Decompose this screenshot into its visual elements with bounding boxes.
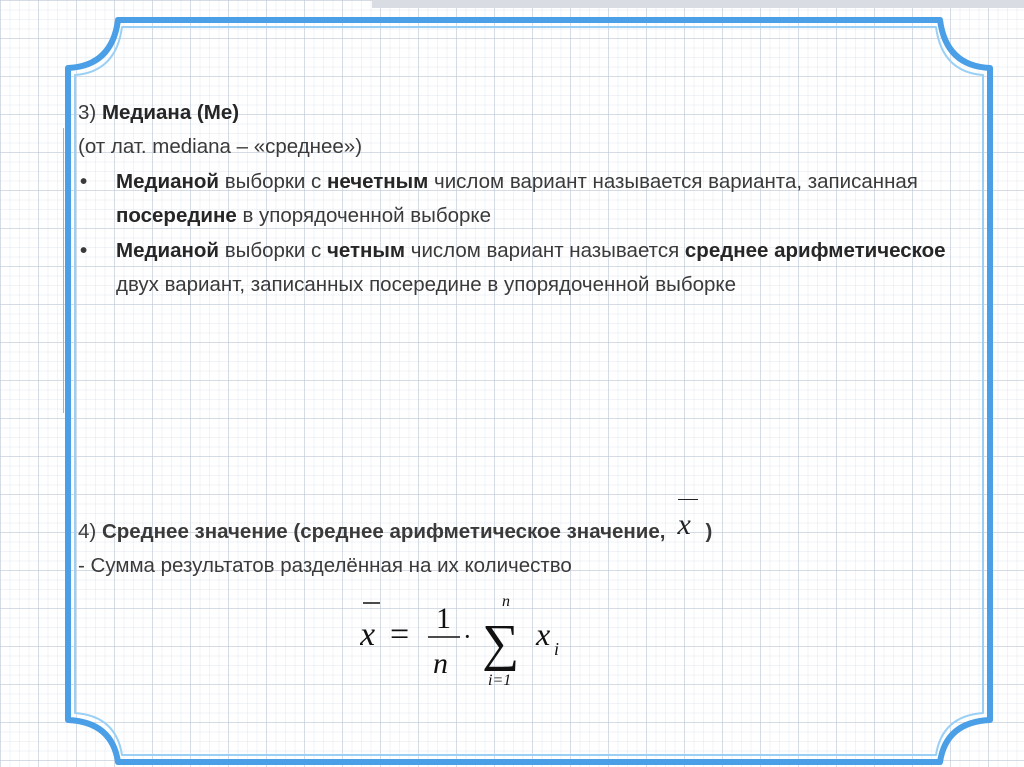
sum-term-subscript: i — [554, 639, 560, 659]
fraction-numerator: 1 — [436, 602, 451, 635]
text-part: числом вариант называется — [405, 239, 685, 262]
bold-term: четным — [326, 239, 406, 262]
sigma-icon: ∑ — [482, 615, 520, 672]
side-guide-line — [63, 128, 64, 413]
bold-term: нечетным — [326, 170, 429, 193]
median-heading — [78, 96, 958, 130]
x-variable: x — [677, 508, 691, 541]
bullet-dot: • — [80, 170, 88, 193]
section-median — [78, 96, 958, 302]
text-part: числом вариант называется варианта, записанная — [428, 170, 918, 193]
equals-sign: = — [390, 616, 410, 653]
median-subtitle: (от лат. mediana – «среднее») — [78, 135, 363, 158]
mean-description: - Сумма результатов разделённая на их количество — [78, 554, 572, 577]
median-bullets — [78, 165, 958, 302]
mean-heading — [78, 508, 958, 549]
bold-term: посередине — [116, 204, 237, 227]
mean-number: 4) — [78, 520, 102, 543]
bullet-dot: • — [80, 239, 88, 262]
sum-lower-limit: i=1 — [488, 672, 512, 689]
section-mean — [78, 508, 958, 583]
bold-term: Медианой — [116, 170, 220, 193]
lhs-x: x — [360, 616, 376, 653]
fraction-denominator: n — [433, 647, 448, 680]
bold-term: Медианой — [116, 239, 220, 262]
mean-title: Среднее значение (среднее арифметическое значение, — [101, 520, 666, 543]
text-part: выборки с — [219, 239, 327, 262]
median-title: Медиана (Ме) — [101, 101, 240, 124]
xbar-symbol — [671, 508, 705, 542]
mean-formula — [360, 590, 600, 690]
bullet-odd — [78, 165, 958, 233]
sum-term-x: x — [536, 616, 551, 652]
text-part: выборки с — [219, 170, 327, 193]
text-part: двух вариант, записанных посередине в упорядоченной выборке — [116, 273, 736, 296]
mean-close-paren: ) — [705, 520, 713, 543]
median-number: 3) — [78, 101, 102, 124]
dot-operator: · — [463, 622, 472, 651]
text-part: в упорядоченной выборке — [236, 204, 492, 227]
bullet-even — [78, 234, 958, 302]
sum-upper-limit: n — [502, 593, 510, 610]
bold-term: среднее арифметическое — [684, 239, 946, 262]
overline — [678, 499, 698, 500]
